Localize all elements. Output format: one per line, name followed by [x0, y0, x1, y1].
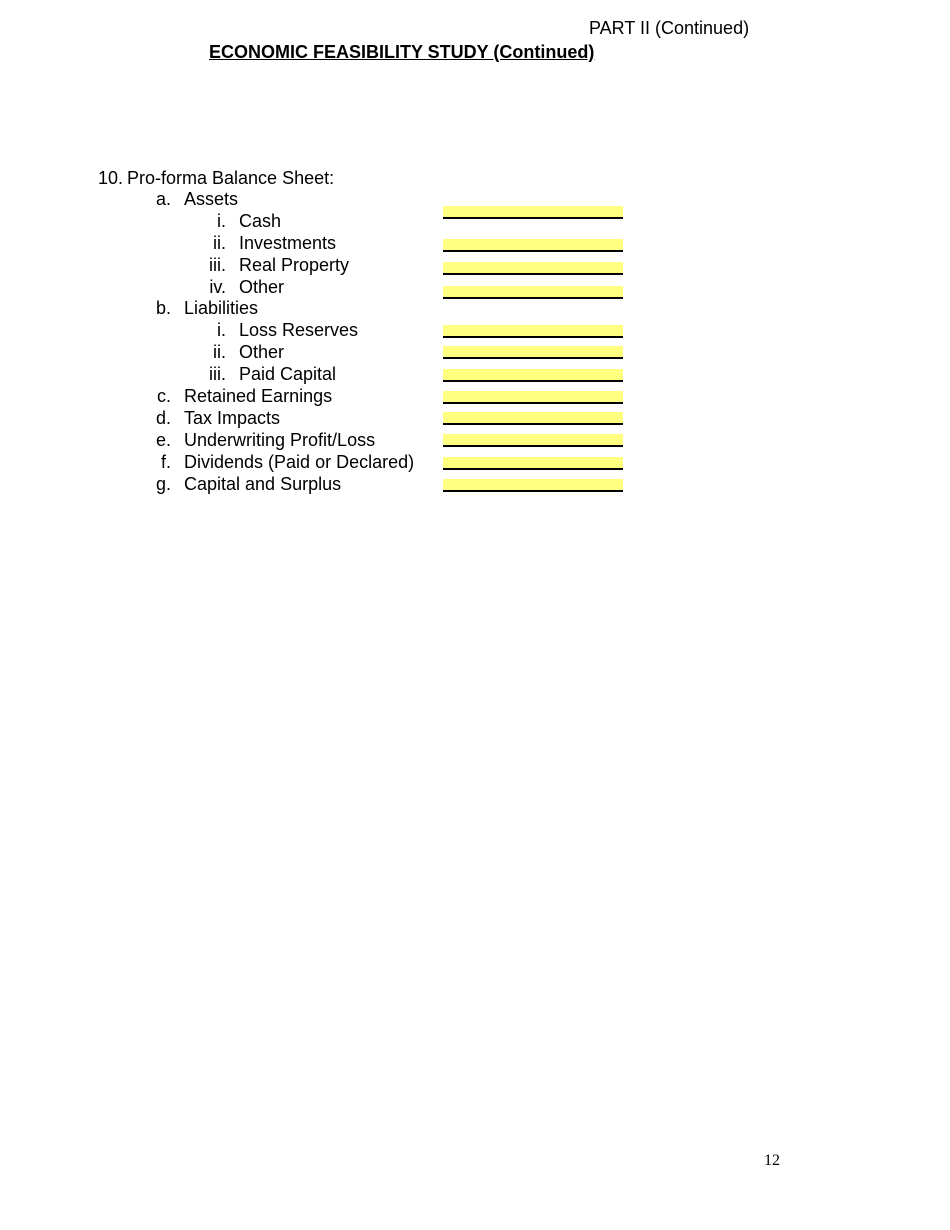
underwriting-input-field[interactable] [443, 434, 623, 447]
item-marker-cash: i. [217, 211, 226, 231]
item-marker-assets: a. [155, 189, 171, 209]
item-marker-paid-capital: iii. [209, 364, 226, 384]
item-marker-liabilities: b. [155, 298, 171, 318]
item-marker-tax-impacts: d. [155, 408, 171, 428]
loss-reserves-input-field[interactable] [443, 325, 623, 338]
page-number: 12 [764, 1152, 780, 1169]
liabilities-other-input-field[interactable] [443, 346, 623, 359]
item-label-dividends: Dividends (Paid or Declared) [184, 452, 415, 472]
item-label-liabilities: Liabilities [184, 298, 259, 318]
dividends-input-field[interactable] [443, 457, 623, 470]
section-title: Pro-forma Balance Sheet: [127, 168, 335, 188]
item-label-cash: Cash [239, 211, 282, 231]
item-label-underwriting: Underwriting Profit/Loss [184, 430, 376, 450]
item-label-assets: Assets [184, 189, 239, 209]
item-marker-dividends: f. [160, 452, 171, 472]
item-label-investments: Investments [239, 233, 337, 253]
item-label-tax-impacts: Tax Impacts [184, 408, 281, 428]
item-label-retained-earnings: Retained Earnings [184, 386, 333, 406]
page-title: ECONOMIC FEASIBILITY STUDY (Continued) [209, 42, 595, 62]
item-label-liabilities-other: Other [239, 342, 285, 362]
item-marker-real-property: iii. [209, 255, 226, 275]
item-marker-loss-reserves: i. [217, 320, 226, 340]
item-marker-liabilities-other: ii. [213, 342, 226, 362]
retained-earnings-input-field[interactable] [443, 391, 623, 404]
tax-impacts-input-field[interactable] [443, 412, 623, 425]
paid-capital-input-field[interactable] [443, 369, 623, 382]
capital-surplus-input-field[interactable] [443, 479, 623, 492]
item-marker-retained-earnings: c. [156, 386, 171, 406]
item-label-paid-capital: Paid Capital [239, 364, 337, 384]
item-label-loss-reserves: Loss Reserves [239, 320, 359, 340]
item-marker-investments: ii. [213, 233, 226, 253]
assets-other-input-field[interactable] [443, 286, 623, 299]
item-label-real-property: Real Property [239, 255, 350, 275]
item-label-capital-surplus: Capital and Surplus [184, 474, 342, 494]
section-number: 10. [98, 168, 124, 188]
part-header: PART II (Continued) [589, 18, 750, 38]
item-label-assets-other: Other [239, 277, 285, 297]
item-marker-underwriting: e. [155, 430, 171, 450]
real-property-input-field[interactable] [443, 262, 623, 275]
cash-input-field[interactable] [443, 206, 623, 219]
item-marker-capital-surplus: g. [155, 474, 171, 494]
item-marker-assets-other: iv. [209, 277, 226, 297]
investments-input-field[interactable] [443, 239, 623, 252]
